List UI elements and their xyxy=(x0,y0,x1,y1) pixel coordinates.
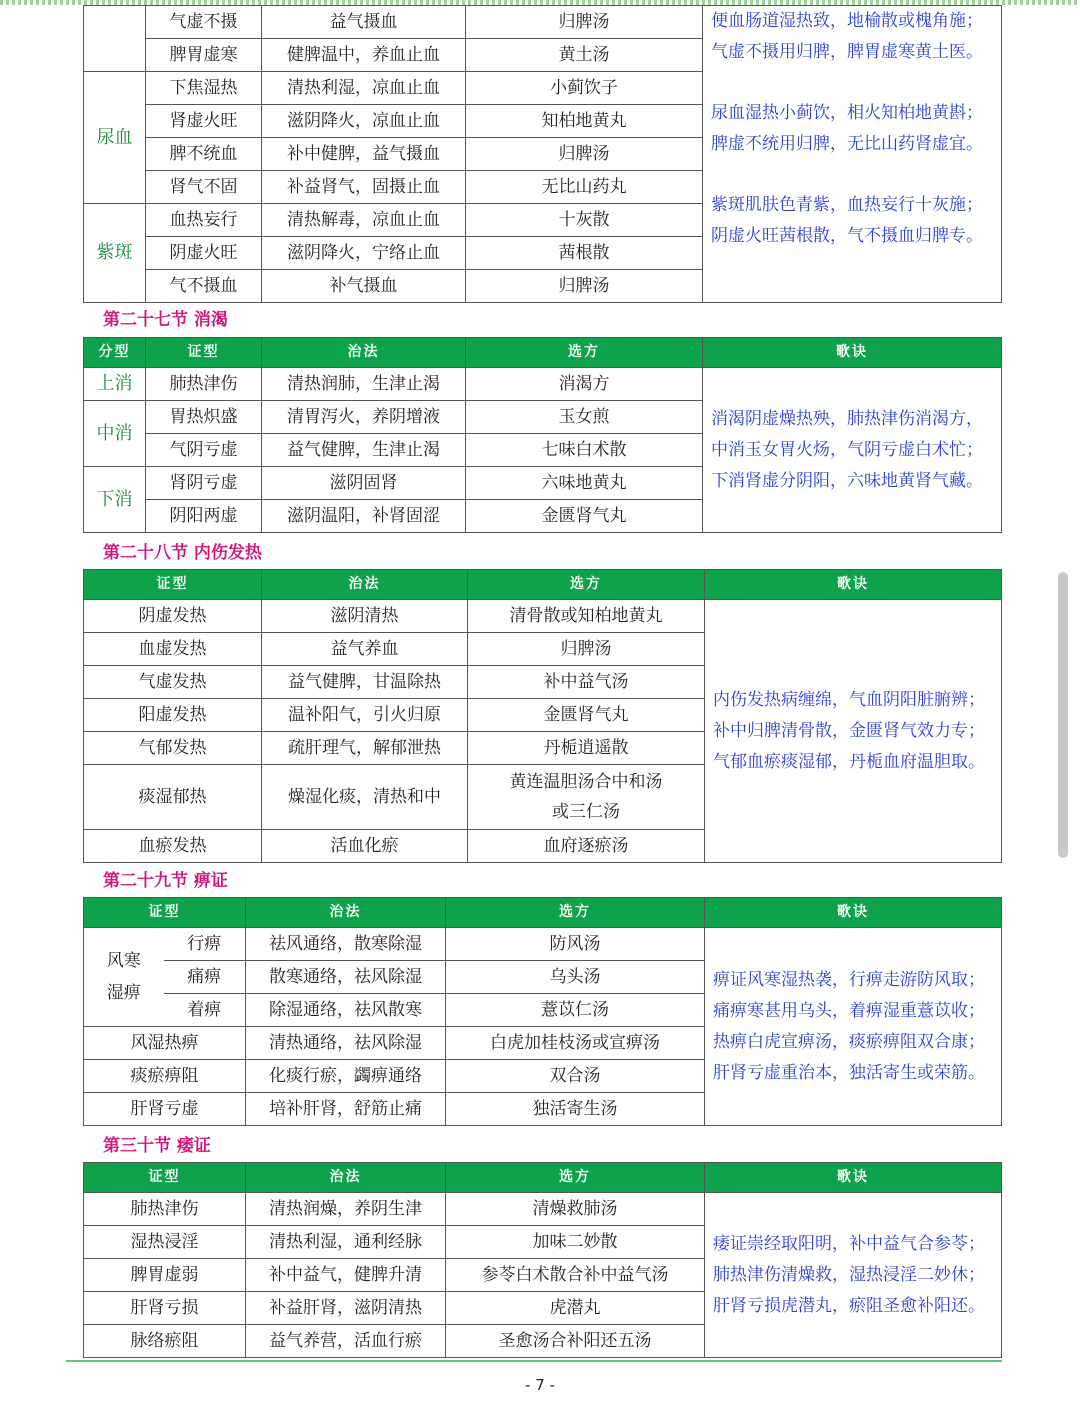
fangji-cell xyxy=(468,765,705,830)
column-header: 证型 xyxy=(84,898,246,928)
zhengxing-cell: 血热妄行 xyxy=(146,204,262,237)
zhengxing-cell: 血瘀发热 xyxy=(84,830,262,863)
fangji-cell: 黄土汤 xyxy=(466,39,703,72)
zhengxing-cell: 肺热津伤 xyxy=(146,368,262,401)
zhifa-cell: 滋阴固肾 xyxy=(262,467,466,500)
column-header: 歌诀 xyxy=(703,338,1002,368)
zhengxing-cell: 阳虚发热 xyxy=(84,699,262,732)
column-header: 治法 xyxy=(246,898,446,928)
scrollbar-thumb[interactable] xyxy=(1058,572,1068,858)
fangji-cell: 玉女煎 xyxy=(466,401,703,434)
table-row xyxy=(84,928,1002,961)
category-cell: 紫斑 xyxy=(84,204,146,303)
koujue-line: 气虚不摄用归脾，脾胃虚寒黄土医。 xyxy=(711,42,983,62)
column-header: 治法 xyxy=(246,1163,446,1193)
fangji-cell: 独活寄生汤 xyxy=(446,1093,705,1126)
footer-divider xyxy=(66,1360,1002,1362)
fangji-cell: 七味白术散 xyxy=(466,434,703,467)
table-header-row xyxy=(84,570,1002,600)
zhifa-cell: 温补阳气，引火归原 xyxy=(262,699,468,732)
fangji-cell: 消渴方 xyxy=(466,368,703,401)
zhengxing-cell: 肾阴亏虚 xyxy=(146,467,262,500)
column-header: 治法 xyxy=(262,570,468,600)
fangji-cell: 无比山药丸 xyxy=(466,171,703,204)
fangji-cell: 归脾汤 xyxy=(466,138,703,171)
zhifa-cell: 清热利湿，通利经脉 xyxy=(246,1226,446,1259)
koujue-line: 内伤发热病缠绵，气血阴阳脏腑辨； xyxy=(713,689,985,710)
zhifa-cell: 滋阴降火，宁络止血 xyxy=(262,237,466,270)
fangji-cell: 补中益气汤 xyxy=(468,666,705,699)
zhifa-cell: 补益肾气，固摄止血 xyxy=(262,171,466,204)
koujue-line: 尿血湿热小蓟饮，相火知柏地黄斟； xyxy=(711,103,983,123)
zhifa-cell: 清热润燥，养阴生津 xyxy=(246,1193,446,1226)
zhifa-cell: 健脾温中，养血止血 xyxy=(262,39,466,72)
koujue-line: 阴虚火旺茜根散，气不摄血归脾专。 xyxy=(711,226,983,246)
fangji-cell: 乌头汤 xyxy=(446,961,705,994)
fangji-cell: 知柏地黄丸 xyxy=(466,105,703,138)
category-line: 风寒 xyxy=(106,951,141,971)
zhengxing-cell: 阴虚火旺 xyxy=(146,237,262,270)
koujue-line: 肝肾亏损虎潜丸，瘀阻圣愈补阳还。 xyxy=(713,1295,985,1316)
fangji-cell: 小蓟饮子 xyxy=(466,72,703,105)
koujue-line: 紫斑肌肤色青紫，血热妄行十灰施； xyxy=(711,195,983,215)
column-header: 治法 xyxy=(262,338,466,368)
table-row xyxy=(84,1193,1002,1226)
koujue-line: 气郁血瘀痰湿郁，丹栀血府温胆取。 xyxy=(713,751,985,772)
fangji-cell: 血府逐瘀汤 xyxy=(468,830,705,863)
category-cell-empty xyxy=(84,6,146,72)
koujue-line: 脾虚不统用归脾，无比山药肾虚宜。 xyxy=(711,134,983,154)
koujue-cell xyxy=(705,600,1002,863)
zhengxing-cell: 气郁发热 xyxy=(84,732,262,765)
fangji-cell: 金匮肾气丸 xyxy=(468,699,705,732)
koujue-line: 中消玉女胃火炀，气阴亏虚白术忙； xyxy=(711,439,983,460)
zhifa-cell: 祛风通络，散寒除湿 xyxy=(246,928,446,961)
column-header: 选方 xyxy=(446,1163,705,1193)
zhifa-cell: 清热利湿，凉血止血 xyxy=(262,72,466,105)
table-bizheng xyxy=(83,897,1002,1126)
subtype-cell: 着痹 xyxy=(164,994,246,1027)
zhifa-cell: 疏肝理气，解郁泄热 xyxy=(262,732,468,765)
fangji-cell: 十灰散 xyxy=(466,204,703,237)
zhengxing-cell: 风湿热痹 xyxy=(84,1027,246,1060)
koujue-cell xyxy=(705,928,1002,1126)
fangji-cell: 白虎加桂枝汤或宣痹汤 xyxy=(446,1027,705,1060)
zhifa-cell: 化痰行瘀，蠲痹通络 xyxy=(246,1060,446,1093)
zhengxing-cell: 肾虚火旺 xyxy=(146,105,262,138)
category-cell: 下消 xyxy=(84,467,146,533)
zhengxing-cell: 脾胃虚寒 xyxy=(146,39,262,72)
column-header: 歌诀 xyxy=(705,570,1002,600)
zhifa-cell: 培补肝肾，舒筋止痛 xyxy=(246,1093,446,1126)
zhifa-cell: 燥湿化痰，清热和中 xyxy=(262,765,468,830)
category-cell xyxy=(84,928,164,1027)
zhengxing-cell: 肾气不固 xyxy=(146,171,262,204)
fangji-cell: 清骨散或知柏地黄丸 xyxy=(468,600,705,633)
koujue-line: 肺热津伤清燥救，湿热浸淫二妙休； xyxy=(713,1264,985,1285)
zhifa-cell: 益气摄血 xyxy=(262,6,466,39)
fangji-cell: 归脾汤 xyxy=(466,270,703,303)
column-header: 歌诀 xyxy=(705,1163,1002,1193)
category-cell: 中消 xyxy=(84,401,146,467)
zhifa-cell: 滋阴温阳，补肾固涩 xyxy=(262,500,466,533)
zhengxing-cell: 阴阳两虚 xyxy=(146,500,262,533)
column-header: 证型 xyxy=(84,1163,246,1193)
koujue-line: 痛痹寒甚用乌头，着痹湿重薏苡收； xyxy=(713,1000,985,1021)
table-header-row xyxy=(84,338,1002,368)
fangji-cell: 金匮肾气丸 xyxy=(466,500,703,533)
koujue-line: 热痹白虎宣痹汤，痰瘀痹阻双合康； xyxy=(713,1031,985,1052)
fangji-cell: 圣愈汤合补阳还五汤 xyxy=(446,1325,705,1358)
column-header: 歌诀 xyxy=(705,898,1002,928)
zhifa-cell: 补益肝肾，滋阴清热 xyxy=(246,1292,446,1325)
koujue-line: 痿证崇经取阳明，补中益气合参苓； xyxy=(713,1233,985,1254)
subtype-cell: 行痹 xyxy=(164,928,246,961)
category-line: 湿痹 xyxy=(106,983,141,1003)
koujue-line: 下消肾虚分阴阳，六味地黄肾气藏。 xyxy=(711,470,983,491)
zhengxing-cell: 气虚不摄 xyxy=(146,6,262,39)
page-number: - 7 - xyxy=(525,1376,555,1394)
section-title: 第二十八节 内伤发热 xyxy=(103,543,262,563)
fangji-cell: 虎潜丸 xyxy=(446,1292,705,1325)
zhengxing-cell: 阴虚发热 xyxy=(84,600,262,633)
zhengxing-cell: 血虚发热 xyxy=(84,633,262,666)
zhengxing-cell: 下焦湿热 xyxy=(146,72,262,105)
column-header: 选方 xyxy=(468,570,705,600)
zhengxing-cell: 湿热浸淫 xyxy=(84,1226,246,1259)
zhifa-cell: 补中健脾，益气摄血 xyxy=(262,138,466,171)
koujue-cell xyxy=(703,368,1002,533)
section-title: 第二十九节 痹证 xyxy=(103,871,228,891)
table-row xyxy=(84,6,1002,39)
zhifa-cell: 益气健脾，甘温除热 xyxy=(262,666,468,699)
zhengxing-cell: 肝肾亏损 xyxy=(84,1292,246,1325)
koujue-line: 补中归脾清骨散，金匮肾气效力专； xyxy=(713,720,985,741)
zhengxing-cell: 脾不统血 xyxy=(146,138,262,171)
zhengxing-cell: 肺热津伤 xyxy=(84,1193,246,1226)
zhifa-cell: 益气健脾，生津止渴 xyxy=(262,434,466,467)
fangji-cell: 加味二妙散 xyxy=(446,1226,705,1259)
zhifa-cell: 益气养营，活血行瘀 xyxy=(246,1325,446,1358)
zhifa-cell: 除湿通络，祛风散寒 xyxy=(246,994,446,1027)
category-cell: 尿血 xyxy=(84,72,146,204)
koujue-line: 消渴阴虚燥热殃，肺热津伤消渴方， xyxy=(711,408,983,429)
fangji-cell: 六味地黄丸 xyxy=(466,467,703,500)
column-header: 分型 xyxy=(84,338,146,368)
subtype-cell: 痛痹 xyxy=(164,961,246,994)
zhengxing-cell: 脾胃虚弱 xyxy=(84,1259,246,1292)
fangji-line: 黄连温胆汤合中和汤 xyxy=(509,772,663,792)
section-title: 第二十七节 消渴 xyxy=(103,310,228,330)
table-weizheng xyxy=(83,1162,1002,1358)
fangji-cell: 茜根散 xyxy=(466,237,703,270)
fangji-cell: 防风汤 xyxy=(446,928,705,961)
zhifa-cell: 补气摄血 xyxy=(262,270,466,303)
fangji-cell: 薏苡仁汤 xyxy=(446,994,705,1027)
zhifa-cell: 滋阴清热 xyxy=(262,600,468,633)
zhifa-cell: 补中益气，健脾升清 xyxy=(246,1259,446,1292)
zhengxing-cell: 气阴亏虚 xyxy=(146,434,262,467)
zhifa-cell: 清胃泻火，养阴增液 xyxy=(262,401,466,434)
table-neishangfare xyxy=(83,569,1002,863)
zhengxing-cell: 气不摄血 xyxy=(146,270,262,303)
table-row xyxy=(84,368,1002,401)
zhengxing-cell: 胃热炽盛 xyxy=(146,401,262,434)
column-header: 证型 xyxy=(146,338,262,368)
zhifa-cell: 清热润肺，生津止渴 xyxy=(262,368,466,401)
zhengxing-cell: 痰瘀痹阻 xyxy=(84,1060,246,1093)
fangji-line: 或三仁汤 xyxy=(552,802,620,822)
fangji-cell: 归脾汤 xyxy=(468,633,705,666)
table-xuezheng-continued xyxy=(83,5,1002,303)
koujue-cell xyxy=(703,6,1002,303)
zhifa-cell: 散寒通络，祛风除湿 xyxy=(246,961,446,994)
column-header: 选方 xyxy=(446,898,705,928)
category-cell: 上消 xyxy=(84,368,146,401)
fangji-cell: 归脾汤 xyxy=(466,6,703,39)
koujue-cell xyxy=(705,1193,1002,1358)
koujue-line: 痹证风寒湿热袭，行痹走游防风取； xyxy=(713,969,985,990)
table-header-row xyxy=(84,898,1002,928)
zhengxing-cell: 痰湿郁热 xyxy=(84,765,262,830)
fangji-cell: 双合汤 xyxy=(446,1060,705,1093)
zhengxing-cell: 气虚发热 xyxy=(84,666,262,699)
koujue-line: 便血肠道湿热致，地榆散或槐角施； xyxy=(711,11,983,31)
section-title: 第三十节 痿证 xyxy=(103,1136,211,1156)
column-header: 选方 xyxy=(466,338,703,368)
fangji-cell: 丹栀逍遥散 xyxy=(468,732,705,765)
zhengxing-cell: 脉络瘀阻 xyxy=(84,1325,246,1358)
koujue-line: 肝肾亏虚重治本，独活寄生或荣筋。 xyxy=(713,1062,985,1083)
fangji-cell: 清燥救肺汤 xyxy=(446,1193,705,1226)
table-xiaoke xyxy=(83,337,1002,533)
table-row xyxy=(84,600,1002,633)
zhengxing-cell: 肝肾亏虚 xyxy=(84,1093,246,1126)
column-header: 证型 xyxy=(84,570,262,600)
zhifa-cell: 清热解毒，凉血止血 xyxy=(262,204,466,237)
zhifa-cell: 活血化瘀 xyxy=(262,830,468,863)
zhifa-cell: 益气养血 xyxy=(262,633,468,666)
zhifa-cell: 滋阴降火，凉血止血 xyxy=(262,105,466,138)
fangji-cell: 参苓白术散合补中益气汤 xyxy=(446,1259,705,1292)
zhifa-cell: 清热通络，祛风除湿 xyxy=(246,1027,446,1060)
table-header-row xyxy=(84,1163,1002,1193)
